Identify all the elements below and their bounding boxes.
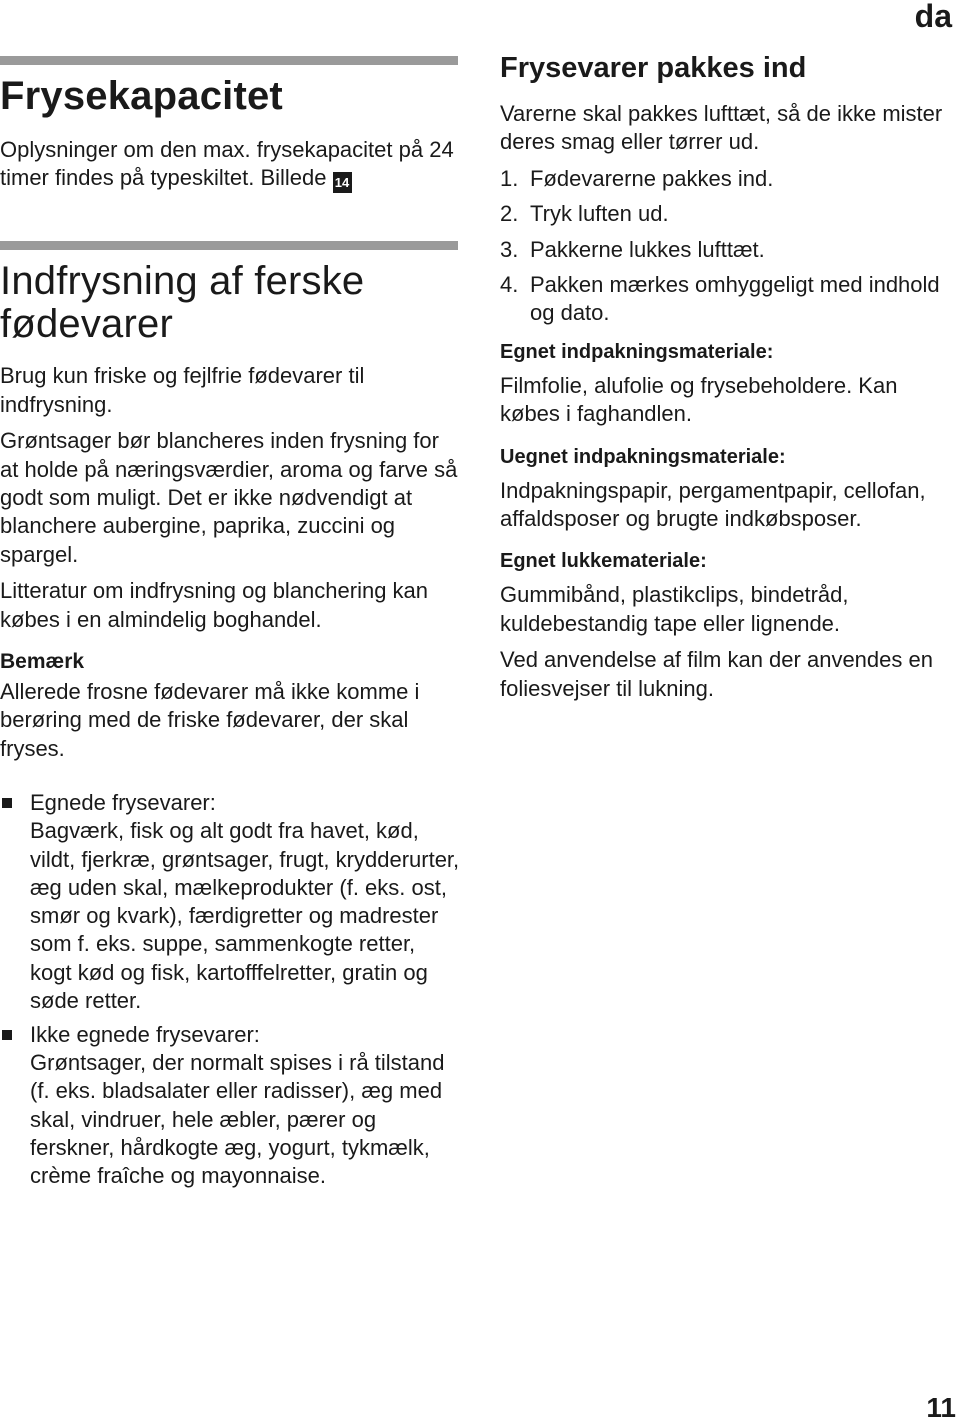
step-item <box>500 236 950 264</box>
section-title-fresh-food-freezing: Indfrysning af ferske fødevarer <box>0 259 365 347</box>
left-column <box>0 56 460 1196</box>
step-text: Tryk luften ud. <box>530 201 669 227</box>
step-number: 3. <box>500 236 519 262</box>
figure-reference-badge: 14 <box>333 172 352 193</box>
step-text: Pakkerne lukkes lufttæt. <box>530 236 765 262</box>
paragraph-literature: Litteratur om indfrysning og blanchering kan købes i en almindelig boghandel. <box>0 578 429 632</box>
list-item-text: Grøntsager, der normalt spises i rå tilstand (f. eks. bladsalater eller radisser), æg med skal, vindruer, hele æbler, pærer og ferskner, hårdkogte æg, yogurt, tykmælk, crème fraîche og mayonnaise. <box>30 1050 445 1188</box>
step-number: 1. <box>500 165 519 191</box>
step-text: Fødevarerne pakkes ind. <box>530 165 774 191</box>
step-item <box>500 271 950 328</box>
list-item-text: Bagværk, fisk og alt godt fra havet, kød, vildt, fjerkræ, grøntsager, frugt, krydderurter, æg uden skal, mælkeprodukter (f. eks. ost, smør og kvark), færdigretter og madrester som f. eks. suppe, sammenkogte retter, kogt kød og fisk, kartofffelretter, gratin og søde retter. <box>30 818 460 1013</box>
section-title-packing: Frysevarer pakkes ind <box>500 52 807 84</box>
section-divider <box>0 241 458 250</box>
suitable-packaging-heading: Egnet indpakningsmateriale: <box>500 340 774 363</box>
language-tag: da <box>914 0 952 34</box>
bullet-square-icon <box>2 798 12 808</box>
step-number: 2. <box>500 201 519 227</box>
right-column <box>500 52 950 711</box>
page-number: 11 <box>926 1392 956 1423</box>
section-title-freezing-capacity: Frysekapacitet <box>0 74 283 118</box>
list-item <box>0 789 460 1015</box>
closing-material-heading: Egnet lukkemateriale: <box>500 550 707 573</box>
step-item <box>500 200 950 228</box>
food-suitability-list <box>0 789 460 1190</box>
packing-intro: Varerne skal pakkes lufttæt, så de ikke mister deres smag eller tørrer ud. <box>500 101 943 155</box>
bullet-square-icon <box>2 1030 12 1040</box>
list-item-heading: Ikke egnede frysevarer: <box>30 1021 260 1047</box>
packing-steps <box>500 165 950 328</box>
closing-material-text: Gummibånd, plastikclips, bindetråd, kuldebestandig tape eller lignende. <box>500 582 849 636</box>
freezing-capacity-body: Oplysninger om den max. frysekapacitet på 24 timer findes på typeskiltet. Billede <box>0 137 454 191</box>
paragraph-blanching: Grøntsager bør blancheres inden frysning for at holde på næringsværdier, aroma og farve så godt som muligt. Det er ikke nødvendigt at blanchere aubergine, paprika, zuccini og spargel. <box>0 428 458 567</box>
step-number: 4. <box>500 272 519 298</box>
unsuitable-packaging-heading: Uegnet indpakningsmateriale: <box>500 445 786 468</box>
paragraph-fresh-only: Brug kun friske og fejlfrie fødevarer til indfrysning. <box>0 363 365 417</box>
note-heading: Bemærk <box>0 650 85 674</box>
list-item <box>0 1021 460 1190</box>
step-text: Pakken mærkes omhyggeligt med indhold og dato. <box>530 272 940 326</box>
freezing-capacity-text <box>0 136 460 193</box>
list-item-heading: Egnede frysevarer: <box>30 790 216 816</box>
note-text: Allerede frosne fødevarer må ikke komme i berøring med de friske fødevarer, der skal fryses. <box>0 679 420 761</box>
unsuitable-packaging-text: Indpakningspapir, pergamentpapir, cellofan, affaldsposer og brugte indkøbsposer. <box>500 477 926 532</box>
suitable-packaging-text: Filmfolie, alufolie og frysebeholdere. Kan købes i faghandlen. <box>500 372 898 427</box>
section-divider <box>0 56 458 65</box>
step-item <box>500 165 950 193</box>
film-sealing-note: Ved anvendelse af film kan der anvendes en foliesvejser til lukning. <box>500 647 933 701</box>
